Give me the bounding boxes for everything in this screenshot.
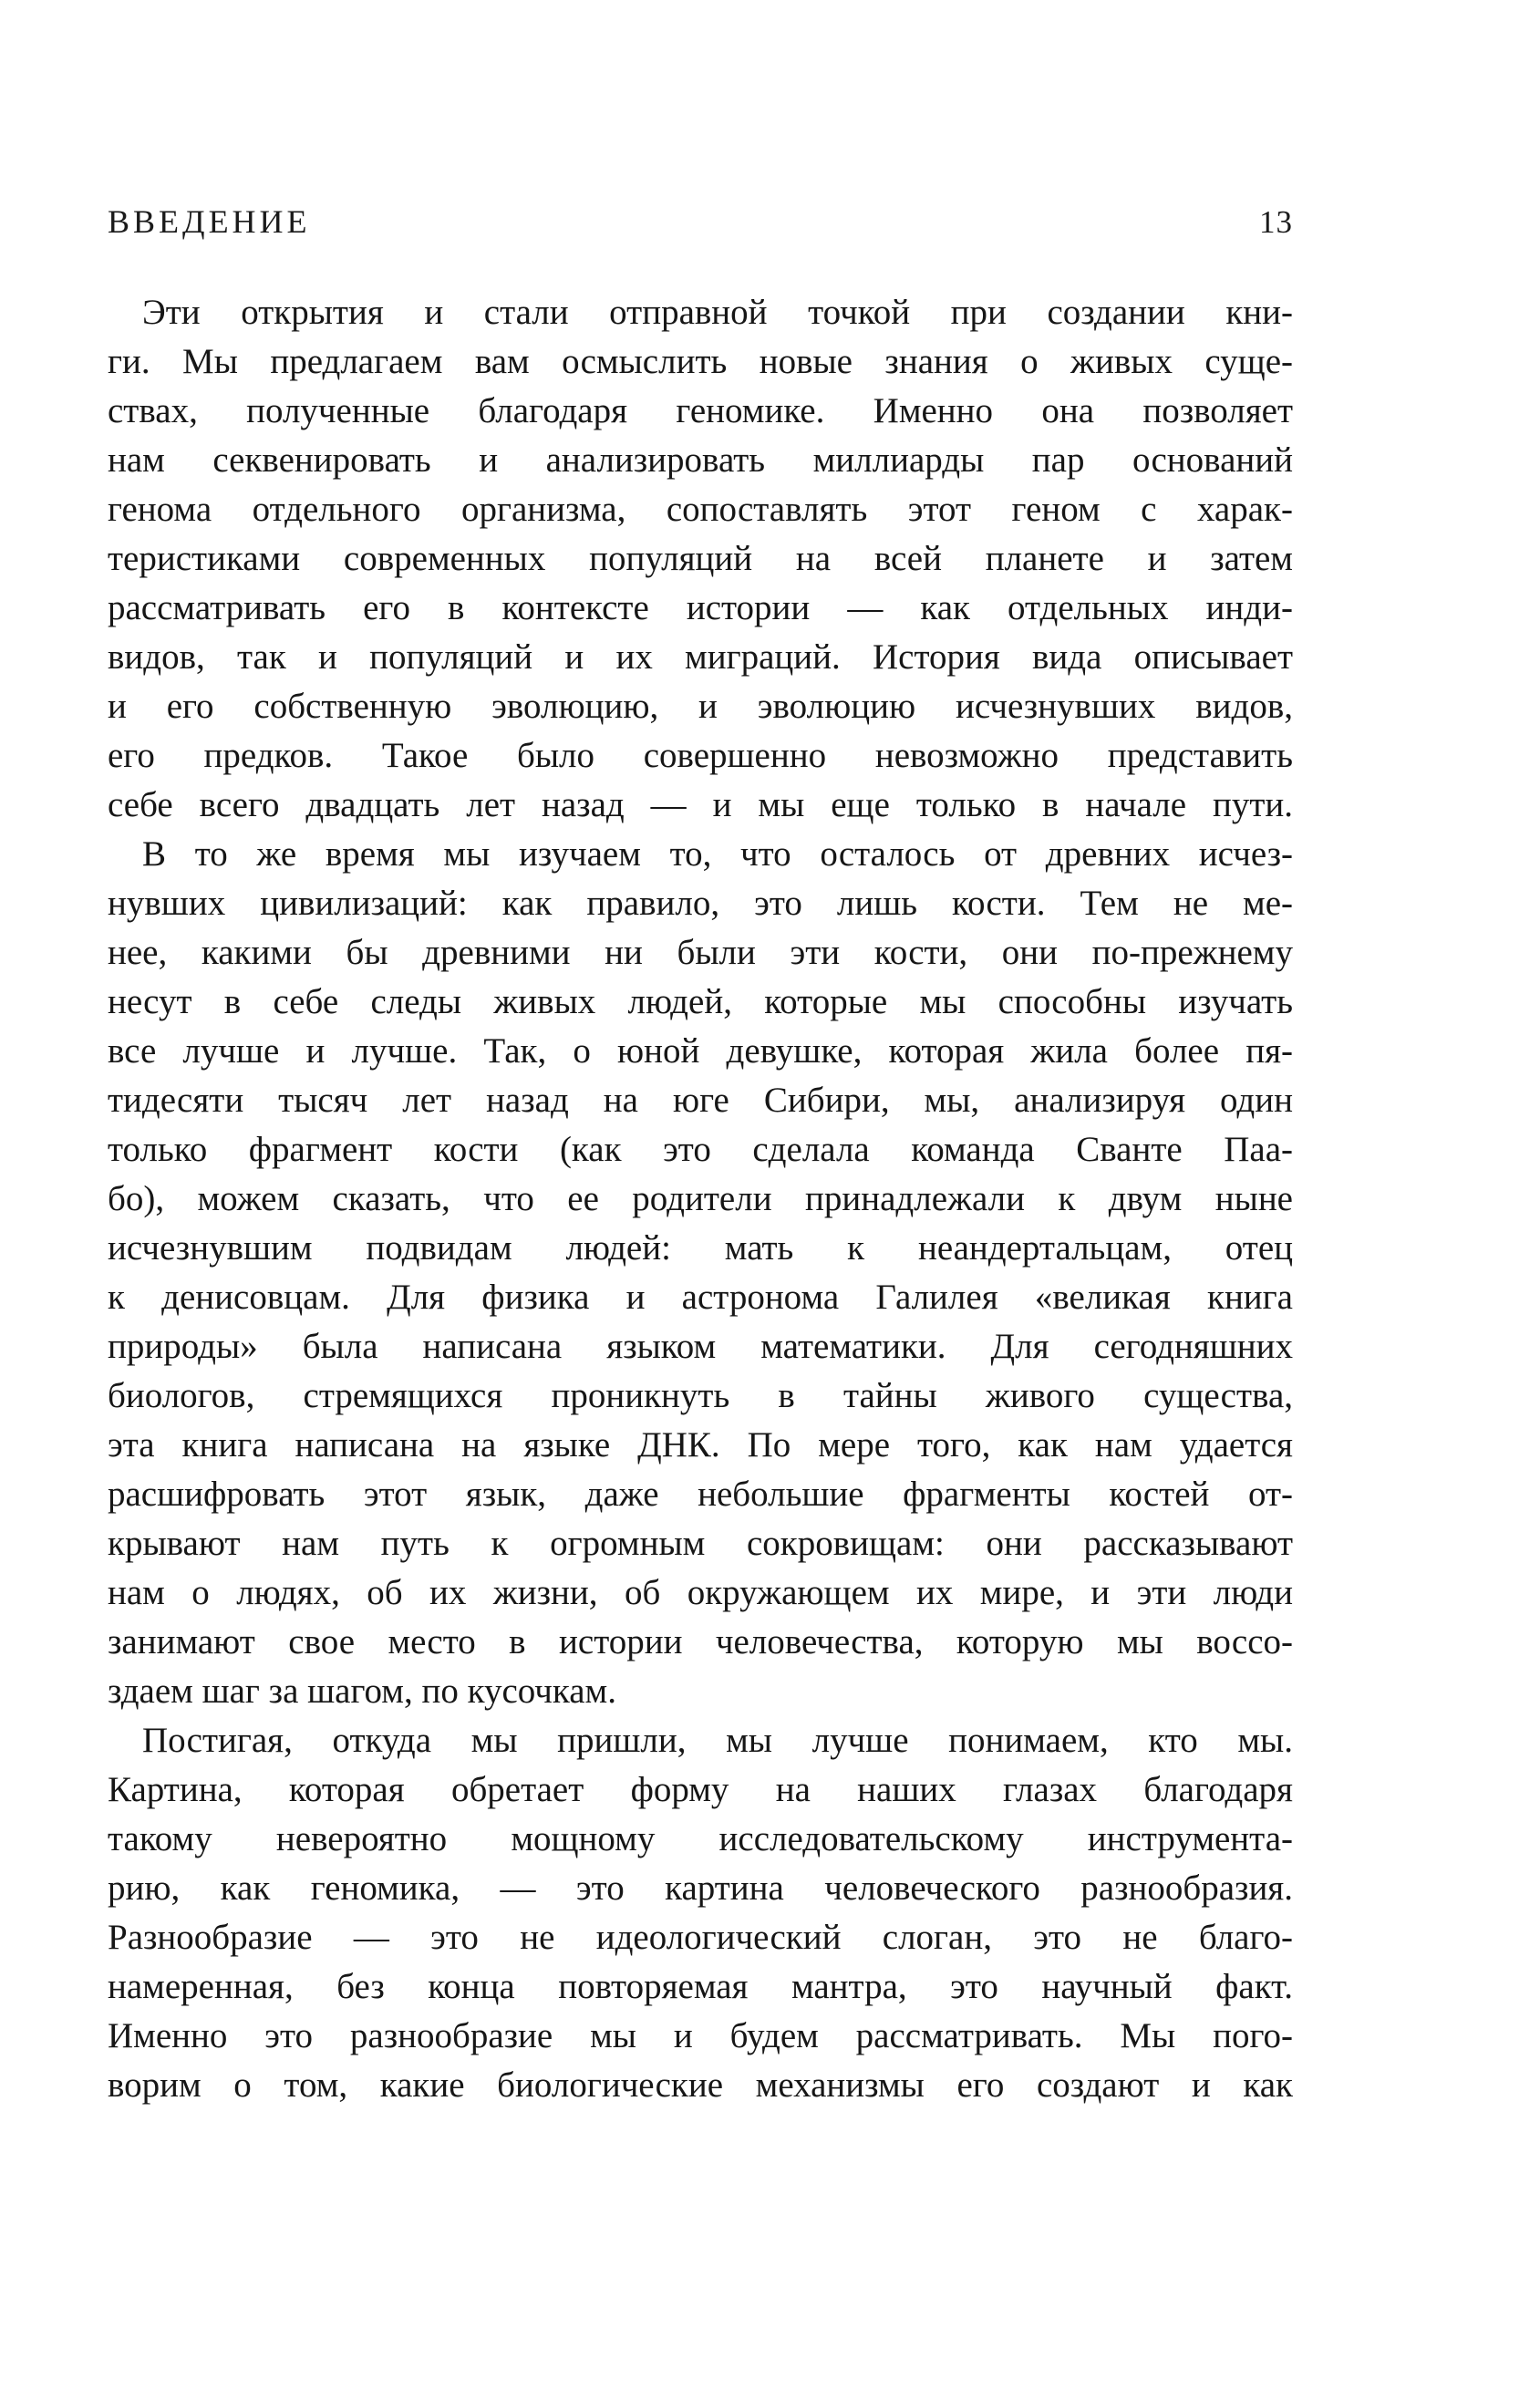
text-line: намеренная, без конца повторяемая мантра, это научный факт.	[108, 1967, 1293, 2006]
text-line: Постигая, откуда мы пришли, мы лучше понимаем, кто мы.	[142, 1721, 1293, 1760]
text-line: тидесяти тысяч лет назад на юге Сибири, мы, анализируя один	[108, 1081, 1293, 1120]
text-line: и его собственную эволюцию, и эволюцию исчезнувших видов,	[108, 687, 1293, 726]
text-line: к денисовцам. Для физика и астронома Галилея «великая книга	[108, 1278, 1293, 1317]
text-line: Именно это разнообразие мы и будем рассматривать. Мы пого-	[108, 2016, 1293, 2055]
body-text	[108, 288, 1293, 2110]
page-number: 13	[1259, 204, 1293, 240]
text-line: теристиками современных популяций на всей планете и затем	[108, 539, 1293, 578]
text-line: Эти открытия и стали отправной точкой при создании кни-	[142, 293, 1293, 332]
text-line: все лучше и лучше. Так, о юной девушке, которая жила более пя-	[108, 1031, 1293, 1071]
text-line: Картина, которая обретает форму на наших глазах благодаря	[108, 1770, 1293, 1809]
page-header	[108, 202, 1293, 241]
text-line: В то же время мы изучаем то, что осталось от древних исчез-	[142, 834, 1293, 874]
text-line: его предков. Такое было совершенно невозможно представить	[108, 736, 1293, 775]
text-line: нее, какими бы древними ни были эти кости, они по-прежнему	[108, 933, 1293, 972]
text-line: рию, как геномика, — это картина человеческого разнообразия.	[108, 1868, 1293, 1908]
text-line: ствах, полученные благодаря геномике. Именно она позволяет	[108, 391, 1293, 430]
text-line: занимают свое место в истории человечества, которую мы воссо-	[108, 1622, 1293, 1661]
text-line: генома отдельного организма, сопоставлять этот геном с харак-	[108, 490, 1293, 529]
running-title: ВВЕДЕНИЕ	[108, 203, 311, 240]
text-line: такому невероятно мощному исследовательскому инструмента-	[108, 1819, 1293, 1858]
text-line: биологов, стремящихся проникнуть в тайны живого существа,	[108, 1376, 1293, 1415]
text-line: рассматривать его в контексте истории — как отдельных инди-	[108, 588, 1293, 627]
text-line: Разнообразие — это не идеологический слоган, это не благо-	[108, 1918, 1293, 1957]
text-line: здаем шаг за шагом, по кусочкам.	[108, 1672, 616, 1711]
text-line: нам о людях, об их жизни, об окружающем их мире, и эти люди	[108, 1573, 1293, 1612]
text-line: природы» была написана языком математики. Для сегодняшних	[108, 1327, 1293, 1366]
text-line: исчезнувшим подвидам людей: мать к неандертальцам, отец	[108, 1228, 1293, 1268]
text-line: себе всего двадцать лет назад — и мы еще только в начале пути.	[108, 785, 1293, 824]
text-line: эта книга написана на языке ДНК. По мере того, как нам удается	[108, 1425, 1293, 1465]
text-line: расшифровать этот язык, даже небольшие фрагменты костей от-	[108, 1475, 1293, 1514]
text-line: видов, так и популяций и их миграций. История вида описывает	[108, 637, 1293, 677]
text-line: нувших цивилизаций: как правило, это лишь кости. Тем не ме-	[108, 884, 1293, 923]
text-line: ги. Мы предлагаем вам осмыслить новые знания о живых суще-	[108, 342, 1293, 381]
text-line: нам секвенировать и анализировать миллиарды пар оснований	[108, 440, 1293, 480]
text-line: ворим о том, какие биологические механизмы его создают и как	[108, 2065, 1293, 2105]
text-line: несут в себе следы живых людей, которые мы способны изучать	[108, 982, 1293, 1021]
text-line: крывают нам путь к огромным сокровищам: они рассказывают	[108, 1524, 1293, 1563]
text-line: только фрагмент кости (как это сделала команда Сванте Паа-	[108, 1130, 1293, 1169]
text-line: бо), можем сказать, что ее родители принадлежали к двум ныне	[108, 1179, 1293, 1218]
